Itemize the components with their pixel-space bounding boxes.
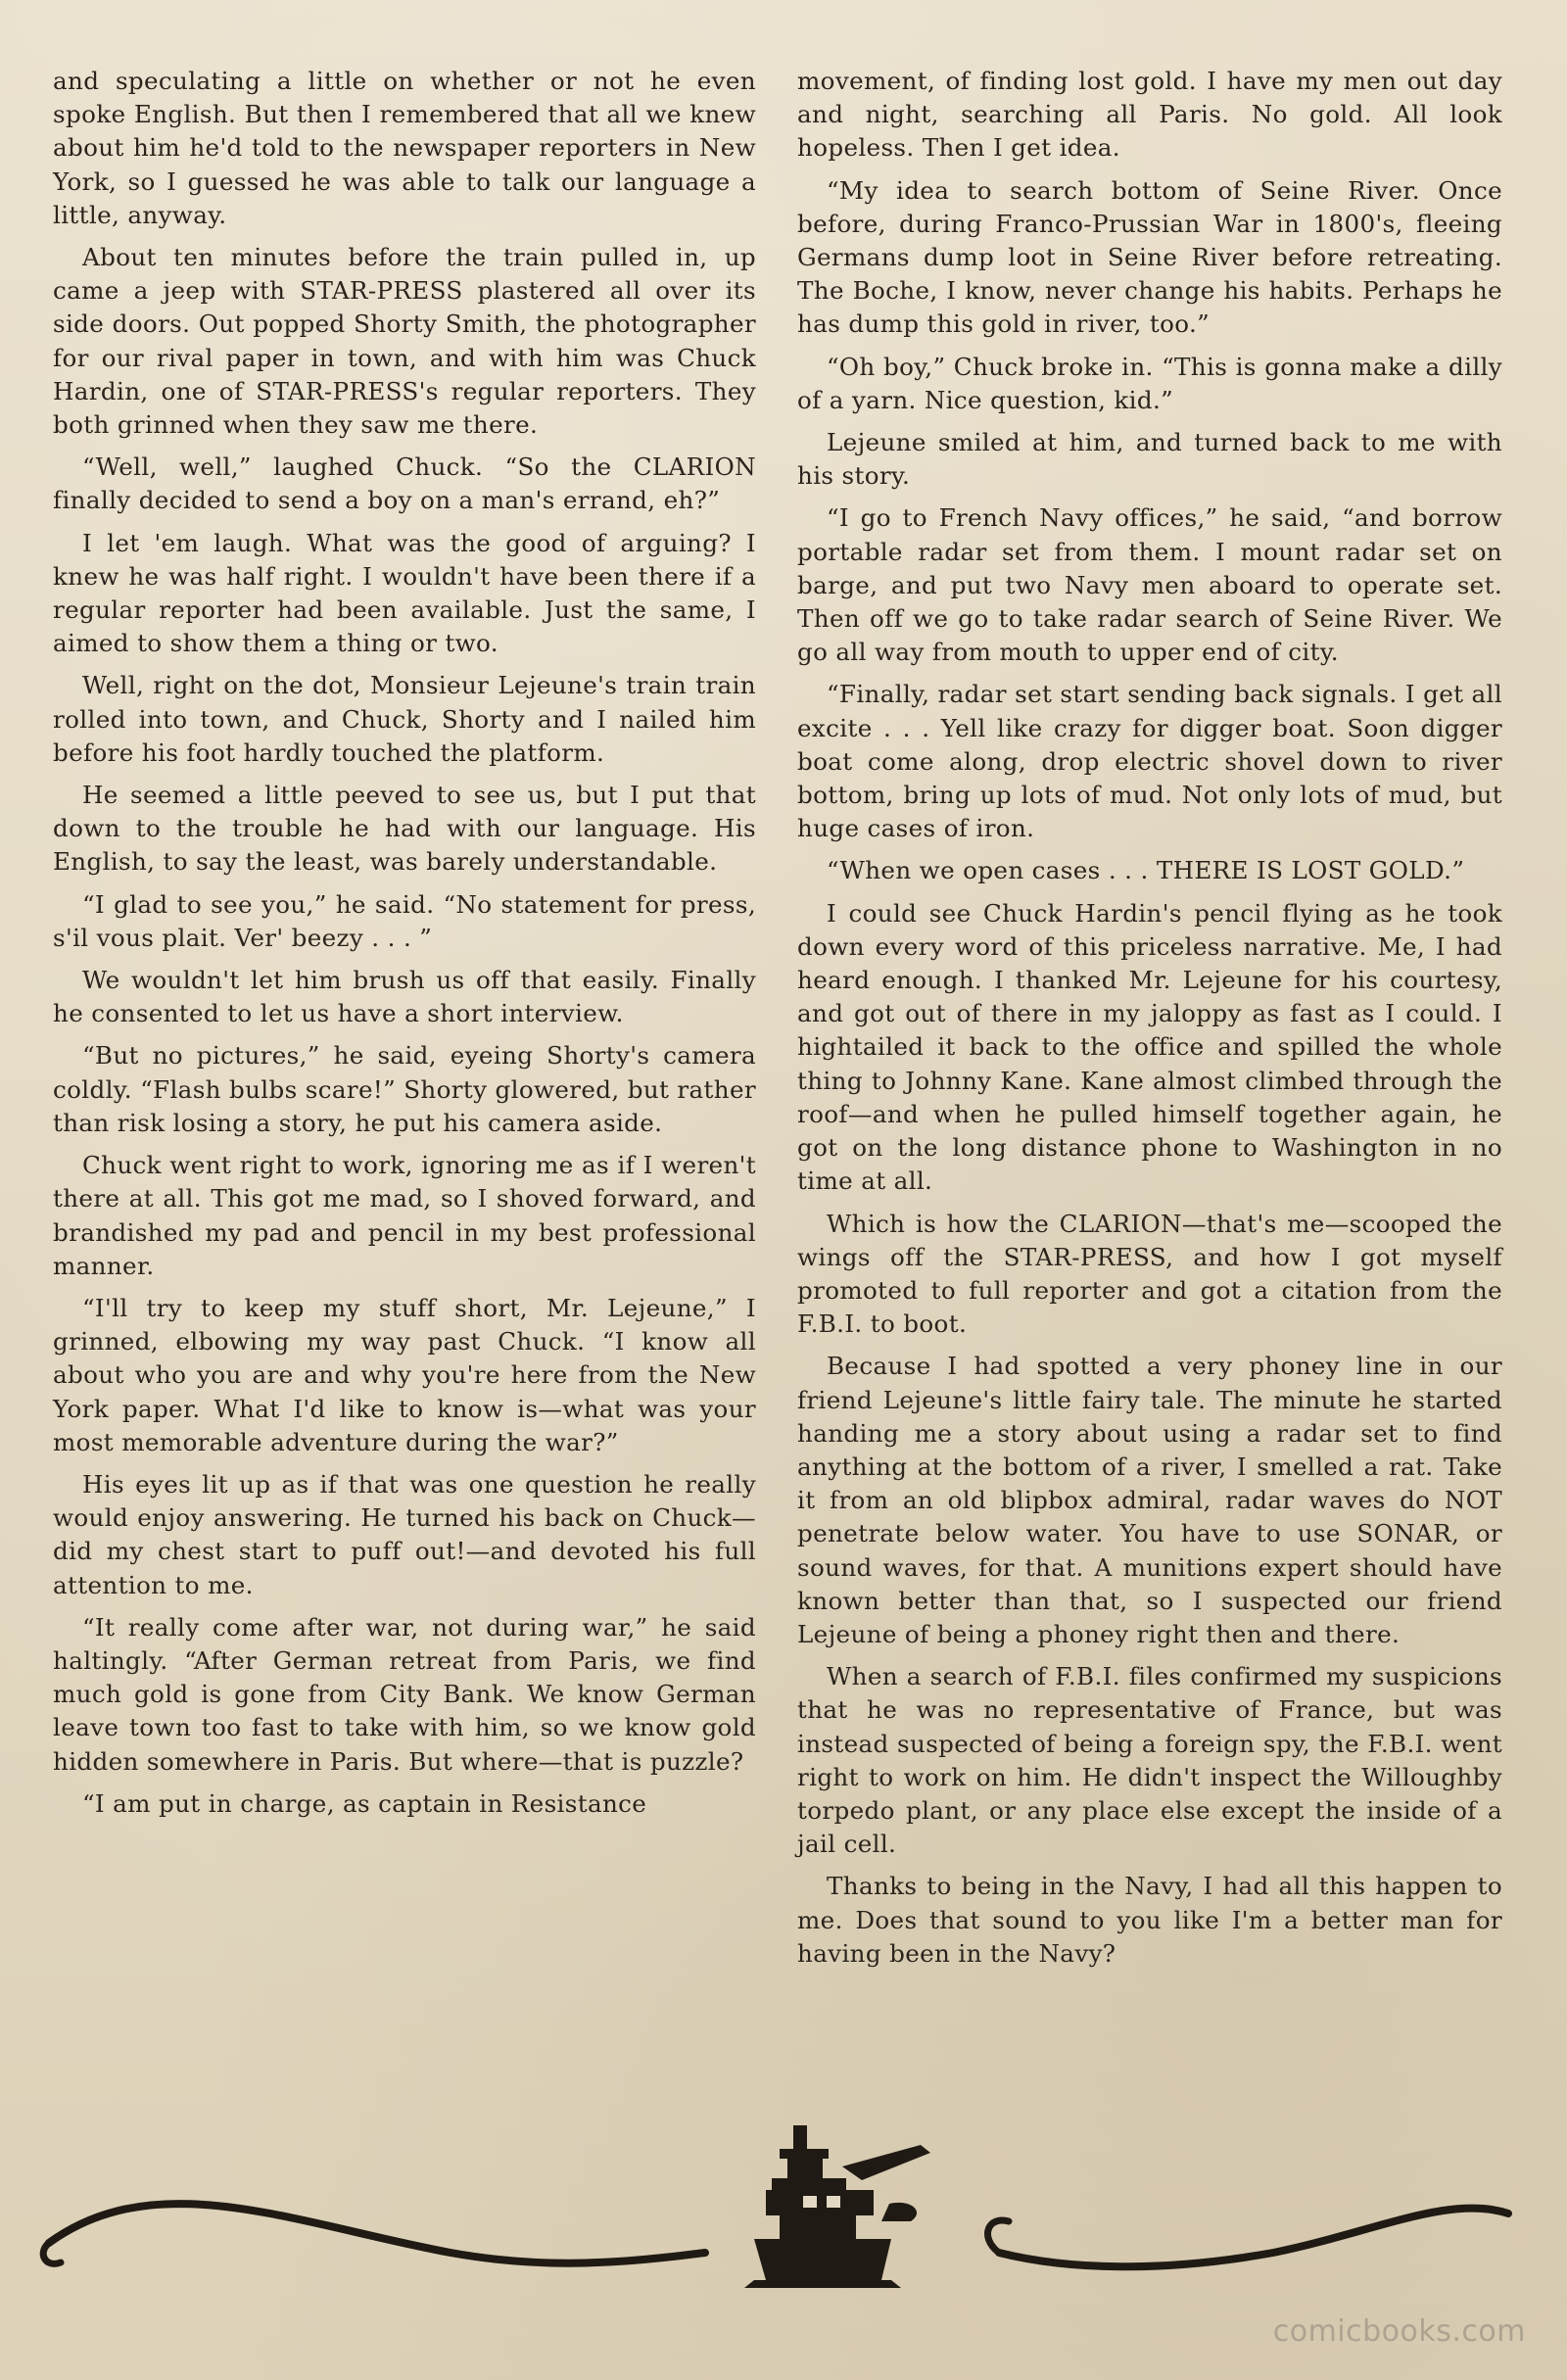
site-watermark: comicbooks.com [1272, 2314, 1526, 2349]
paragraph: “When we open cases . . . THERE IS LOST GOLD.” [827, 856, 1465, 885]
paragraph: We wouldn't let him brush us off that easily. Finally he consented to let us have a short interview. [53, 966, 756, 1028]
right-column [797, 65, 1502, 1979]
left-swash-line [49, 2204, 705, 2263]
paragraph: “It really come after war, not during war,” he said haltingly. “After German retreat from Paris, we find much gold is gone from City Bank. We know German leave town too fast to take with him, so we know gold hidden somewhere in Paris. But where—that is puzzle? [53, 1612, 756, 1776]
paragraph: About ten minutes before the train pulled in, up came a jeep with STAR-PRESS plastered all over its side doors. Out popped Shorty Smith, the photographer for our rival paper in town, and with him was Chuck Hardin, one of STAR-PRESS's regular reporters. They both grinned when they saw me there. [53, 243, 756, 440]
paragraph: Because I had spotted a very phoney line in our friend Lejeune's little fairy tale. The minute he started handing me a story about using a radar set to find anything at the bottom of a river, I smelled a rat. Take it from an old blipbox admiral, radar waves do NOT penetrate below water. You have to use SONAR, or sound waves, for that. A munitions expert should have known better than that, so I suspected our friend Lejeune of being a phoney right then and there. [797, 1352, 1502, 1648]
paragraph: Lejeune smiled at him, and turned back to me with his story. [797, 428, 1502, 491]
paragraph: I could see Chuck Hardin's pencil flying as he took down every word of this priceless narrative. Me, I had heard enough. I thanked Mr. Lejeune for his courtesy, and got out of there in my jaloppy as fast as I could. I hightailed it back to the office and spilled the whole thing to Johnny Kane. Kane almost climbed through the roof—and when he pulled himself together again, he got on the long distance phone to Washington in no time at all. [797, 898, 1502, 1196]
paragraph: and speculating a little on whether or not he even spoke English. But then I remembered that all we knew about him he'd told to the newspaper reporters in New York, so I guessed he was able to talk our language a little, anyway. [53, 67, 756, 229]
right-swash-line [999, 2209, 1508, 2267]
paragraph: Well, right on the dot, Monsieur Lejeune's train train rolled into town, and Chuck, Shorty and I nailed him before his foot hardly touched the platform. [53, 671, 756, 767]
paragraph: “Finally, radar set start sending back signals. I get all excite . . . Yell like crazy for digger boat. Soon digger boat come along, drop electric shovel down to river bottom, bring up lots of mud. Not only lots of mud, but huge cases of iron. [797, 680, 1502, 843]
paragraph: He seemed a little peeved to see us, but I put that down to the trouble he had with our language. His English, to say the least, was barely understandable. [53, 781, 756, 877]
paragraph: When a search of F.B.I. files confirmed my suspicions that he was no representative of France, but was instead suspected of being a foreign spy, the F.B.I. went right to work on him. He didn't inspect the Willoughby torpedo plant, or any place else except the inside of a jail cell. [797, 1662, 1502, 1859]
paragraph: “I go to French Navy offices,” he said, “and borrow portable radar set from them. I mount radar set on barge, and put two Navy men aboard to operate set. Then off we go to take radar search of Seine River. We go all way from mouth to upper end of city. [797, 503, 1502, 667]
paragraph: movement, of finding lost gold. I have my men out day and night, searching all Paris. No gold. All look hopeless. Then I get idea. [797, 67, 1502, 163]
paragraph: “I'll try to keep my stuff short, Mr. Lejeune,” I grinned, elbowing my way past Chuck. “I know all about who you are and why you're here from the New York paper. What I'd like to know is—what was your most memorable adventure during the war?” [53, 1293, 756, 1456]
right-swash-curl [988, 2220, 1009, 2253]
paragraph: “But no pictures,” he said, eyeing Shorty's camera coldly. “Flash bulbs scare!” Shorty glowered, but rather than risk losing a story, he put his camera aside. [53, 1041, 756, 1137]
left-swash-curl [43, 2243, 61, 2263]
paragraph: “Oh boy,” Chuck broke in. “This is gonna make a dilly of a yarn. Nice question, kid.” [797, 352, 1502, 414]
paragraph: I let 'em laugh. What was the good of arguing? I knew he was half right. I wouldn't have been there if a regular reporter had been available. Just the same, I aimed to show them a thing or two. [53, 528, 756, 658]
paragraph: “I am put in charge, as captain in Resistance [82, 1788, 647, 1818]
paragraph: Which is how the CLARION—that's me—scooped the wings off the STAR-PRESS, and how I got myself promoted to full reporter and got a citation from the F.B.I. to boot. [797, 1209, 1502, 1339]
paragraph: “Well, well,” laughed Chuck. “So the CLARION finally decided to send a boy on a man's errand, eh?” [53, 452, 756, 515]
paragraph: Chuck went right to work, ignoring me as if I weren't there at all. This got me mad, so I shoved forward, and brandished my pad and pencil in my best professional manner. [53, 1151, 756, 1280]
paragraph: Thanks to being in the Navy, I had all this happen to me. Does that sound to you like I'm a better man for having been in the Navy? [797, 1872, 1502, 1968]
paragraph: “I glad to see you,” he said. “No statement for press, s'il vous plait. Ver' beezy . . . ” [53, 889, 756, 952]
left-column [53, 65, 756, 1830]
paragraph: His eyes lit up as if that was one question he really would enjoy answering. He turned his back on Chuck—did my chest start to puff out!—and devoted his full attention to me. [53, 1469, 756, 1599]
ship-silhouette [744, 2125, 930, 2288]
paragraph: “My idea to search bottom of Seine River. Once before, during Franco-Prussian War in 1800's, fleeing Germans dump loot in Seine River before retreating. The Boche, I know, never change his habits. Perhaps he has dump this gold in river, too.” [797, 175, 1502, 339]
ship-ornament-icon [39, 2106, 1528, 2302]
